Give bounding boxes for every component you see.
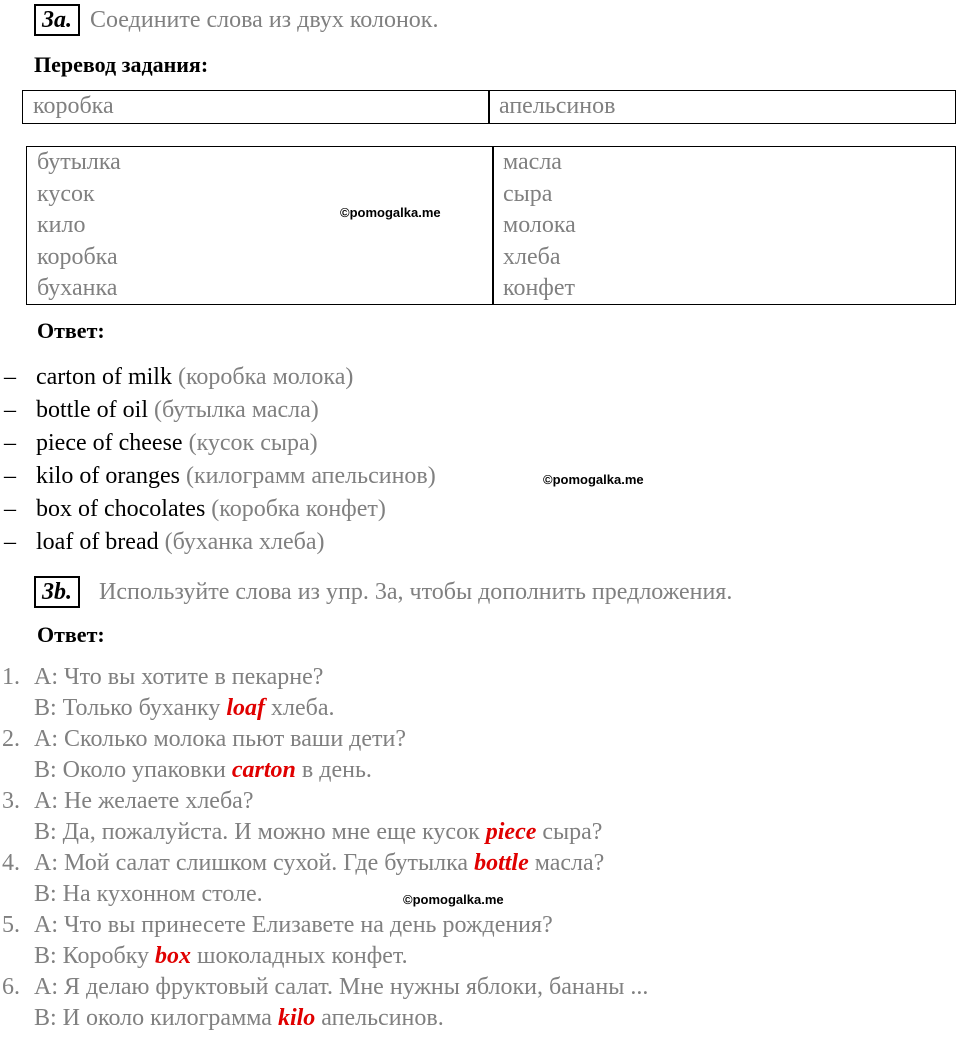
line-a-text: А: Что вы хотите в пекарне?: [34, 664, 324, 690]
watermark: ©pomogalka.me: [340, 205, 441, 220]
line-b-prefix: В: Коробку: [34, 943, 156, 969]
russian-translation: (буханка хлеба): [158, 529, 325, 555]
left-column: [37, 147, 121, 304]
line-b-prefix: В: И около килограмма: [34, 1005, 278, 1031]
line-a-text: А: Я делаю фруктовый салат. Мне нужны яблоки, бананы ...: [34, 974, 649, 1000]
right-column: [503, 147, 576, 304]
exercise-3b-label: 3b.: [34, 576, 80, 608]
line-a-text: [34, 848, 604, 879]
left-word: кило: [37, 212, 86, 238]
dialogue-list: [0, 662, 960, 1038]
example-left-word: коробка: [33, 93, 114, 119]
example-right-word: апельсинов: [499, 93, 616, 119]
example-right-cell: [499, 91, 615, 123]
line-b-suffix: апельсинов.: [315, 1005, 444, 1031]
line-b-prefix: В: Да, пожалуйста. И можно мне еще кусок: [34, 819, 486, 845]
answer-list-3a: [0, 361, 960, 561]
dash-bullet: –: [4, 430, 16, 456]
right-word: хлеба: [503, 243, 561, 270]
answer-text: [36, 394, 319, 427]
left-word: буханка: [37, 275, 118, 301]
english-phrase: piece of cheese: [36, 430, 183, 456]
dash-bullet: –: [4, 496, 16, 522]
line-b-text: [34, 941, 408, 972]
answer-word: piece: [485, 819, 537, 845]
answer-heading-3a: Ответ:: [37, 318, 105, 343]
line-b-prefix: В: Около упаковки: [34, 757, 232, 783]
line-b-text: В: На кухонном столе.: [34, 881, 263, 907]
line-b-prefix: В: Только буханку: [34, 695, 227, 721]
answer-word: bottle: [474, 850, 529, 876]
right-word: молока: [503, 212, 576, 238]
dash-bullet: –: [4, 364, 16, 390]
left-word: кусок: [37, 180, 95, 207]
item-number: 5.: [2, 912, 20, 938]
line-b-suffix: шоколадных конфет.: [191, 943, 408, 969]
answer-text: [36, 427, 318, 460]
answer-heading-3b: Ответ:: [37, 622, 105, 647]
table-divider: [488, 91, 490, 123]
translation-heading: Перевод задания:: [34, 52, 209, 77]
russian-translation: (бутылка масла): [147, 397, 319, 423]
item-number: 1.: [2, 664, 20, 690]
exercise-3b-instruction: Используйте слова из упр. 3а, чтобы дополнить предложения.: [99, 579, 733, 605]
line-b-suffix: сыра?: [536, 819, 603, 845]
line-b-text: [34, 755, 372, 786]
example-row-table: [22, 90, 956, 124]
english-phrase: loaf of bread: [36, 529, 159, 555]
line-b-suffix: хлеба.: [265, 695, 335, 721]
dash-bullet: –: [4, 529, 16, 555]
example-left-cell: [33, 91, 114, 123]
answer-text: [36, 493, 386, 526]
item-number: 6.: [2, 974, 20, 1000]
answer-text: [36, 460, 436, 493]
watermark: ©pomogalka.me: [543, 472, 644, 487]
right-word: сыра: [503, 180, 553, 207]
item-number: 3.: [2, 788, 20, 814]
line-a-text: А: Сколько молока пьют ваши дети?: [34, 726, 407, 752]
answer-word: loaf: [226, 695, 266, 721]
answer-word: box: [155, 943, 192, 969]
left-word: коробка: [37, 243, 118, 270]
line-b-text: [34, 693, 335, 724]
answer-word: kilo: [277, 1005, 316, 1031]
russian-translation: (коробка молока): [171, 364, 354, 390]
line-b-suffix: в день.: [295, 757, 372, 783]
english-phrase: bottle of oil: [36, 397, 148, 423]
watermark: ©pomogalka.me: [403, 892, 504, 907]
item-number: 2.: [2, 726, 20, 752]
line-b-text: [34, 1003, 444, 1034]
english-phrase: carton of milk: [36, 364, 172, 390]
right-word: масла: [503, 149, 562, 175]
line-b-text: [34, 817, 602, 848]
english-phrase: kilo of oranges: [36, 463, 180, 489]
left-word: бутылка: [37, 149, 121, 175]
line-a-prefix: А: Мой салат слишком сухой. Где бутылка: [34, 850, 475, 876]
russian-translation: (кусок сыра): [182, 430, 318, 456]
line-a-text: А: Не желаете хлеба?: [34, 788, 254, 814]
answer-word: carton: [231, 757, 296, 783]
russian-translation: (коробка конфет): [205, 496, 386, 522]
word-matching-table: [26, 146, 956, 305]
item-number: 4.: [2, 850, 20, 876]
line-a-suffix: масла?: [528, 850, 605, 876]
answer-text: [36, 526, 325, 559]
line-a-text: А: Что вы принесете Елизавете на день рождения?: [34, 912, 553, 938]
answer-text: [36, 361, 353, 394]
dash-bullet: –: [4, 397, 16, 423]
table-divider: [492, 147, 494, 304]
exercise-3a-instruction: Соедините слова из двух колонок.: [90, 7, 439, 33]
english-phrase: box of chocolates: [36, 496, 206, 522]
right-word: конфет: [503, 275, 575, 301]
dash-bullet: –: [4, 463, 16, 489]
exercise-3a-label: 3a.: [34, 4, 80, 36]
russian-translation: (килограмм апельсинов): [179, 463, 436, 489]
